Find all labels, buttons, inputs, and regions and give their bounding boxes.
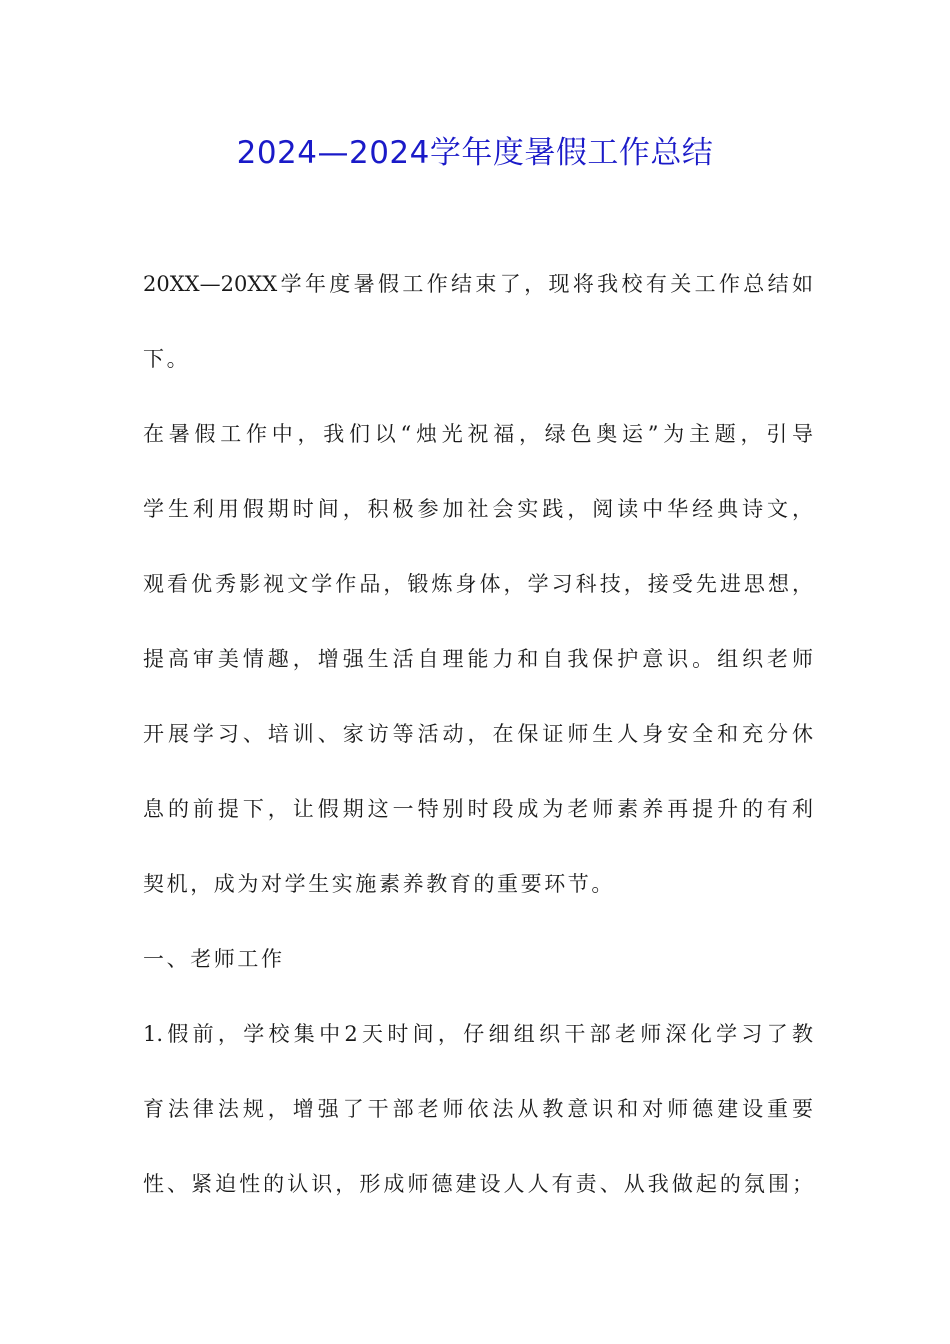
paragraph-line: 提高审美情趣，增强生活自理能力和自我保护意识。组织老师 xyxy=(143,647,813,671)
paragraph-line: 契机，成为对学生实施素养教育的重要环节。 xyxy=(143,872,615,896)
paragraph-line: 性、紧迫性的认识，形成师德建设人人有责、从我做起的氛围； xyxy=(143,1172,813,1196)
section-heading: 一、老师工作 xyxy=(143,947,285,971)
paragraph-line: 息的前提下，让假期这一特别时段成为老师素养再提升的有利 xyxy=(143,797,813,821)
paragraph-line: 学生利用假期时间，积极参加社会实践，阅读中华经典诗文， xyxy=(143,497,813,521)
paragraph-line: 开展学习、培训、家访等活动，在保证师生人身安全和充分休 xyxy=(143,722,813,746)
paragraph-line: 育法律法规，增强了干部老师依法从教意识和对师德建设重要 xyxy=(143,1097,813,1121)
document-title: 2024—2024学年度暑假工作总结 xyxy=(236,135,714,171)
paragraph-line: 20XX—20XX学年度暑假工作结束了，现将我校有关工作总结如 xyxy=(143,272,813,296)
paragraph-line: 在暑假工作中，我们以“烛光祝福，绿色奥运”为主题，引导 xyxy=(143,422,813,446)
paragraph-line: 下。 xyxy=(143,347,191,371)
paragraph-line: 1.假前，学校集中2天时间，仔细组织干部老师深化学习了教 xyxy=(143,1022,813,1046)
paragraph-line: 观看优秀影视文学作品，锻炼身体，学习科技，接受先进思想， xyxy=(143,572,813,596)
